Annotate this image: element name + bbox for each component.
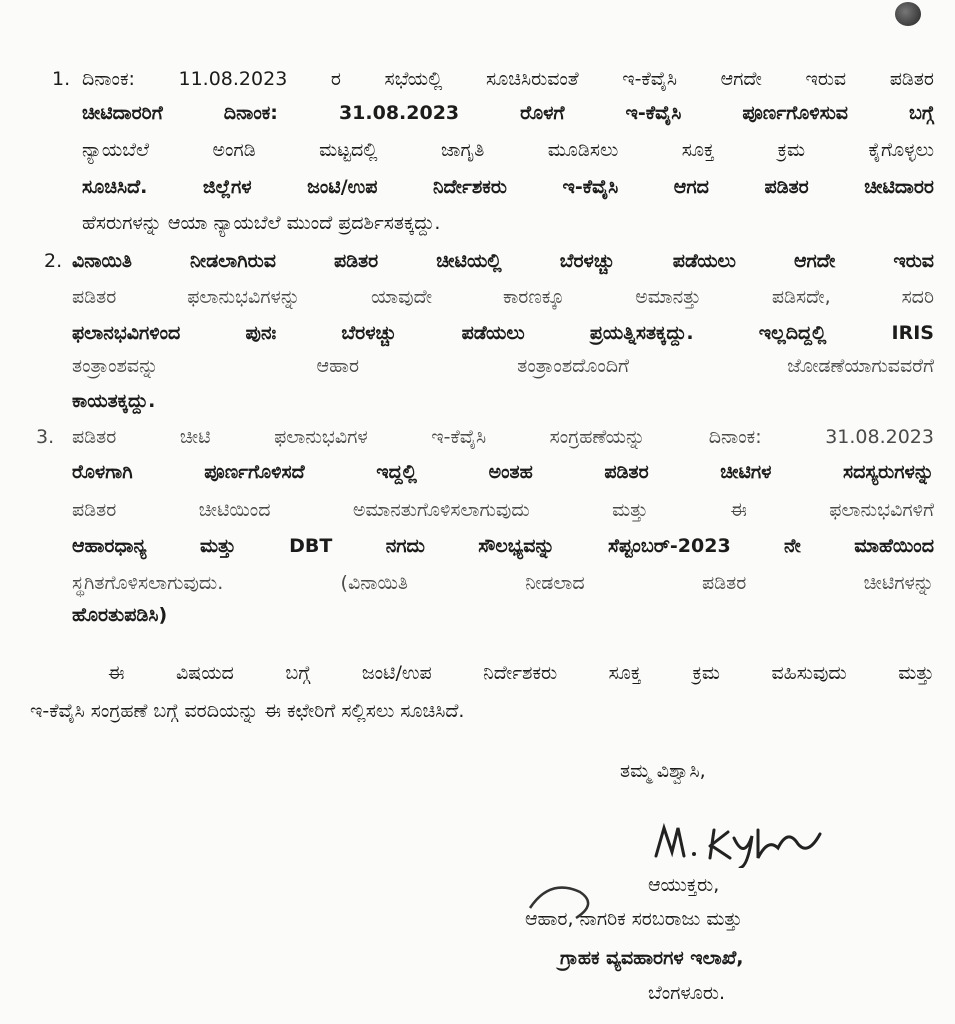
item-3-line-2: ರೊಳಗಾಗಿ ಪೂರ್ಣಗೊಳಿಸದೆ ಇದ್ದಲ್ಲಿ ಅಂತಹ ಪಡಿತರ ಚೀಟಿಗಳ ಸದಸ್ಯರುಗಳನ್ನು — [72, 461, 934, 483]
item-1-line-1: ದಿನಾಂಕ: 11.08.2023 ರ ಸಭೆಯಲ್ಲಿ ಸೂಚಿಸಿರುವಂತೆ ಇ-ಕೆವೈಸಿ ಆಗದೇ ಇರುವ ಪಡಿತರ — [82, 68, 934, 90]
item-3-line-4: ಆಹಾರಧಾನ್ಯ ಮತ್ತು DBT ನಗದು ಸೌಲಭ್ಯವನ್ನು ಸೆಪ್ಟಂಬರ್-2023 ನೇ ಮಾಹೆಯಿಂದ — [72, 535, 934, 557]
closing-paragraph-line-2: ಇ-ಕೆವೈಸಿ ಸಂಗ್ರಹಣೆ ಬಗ್ಗೆ ವರದಿಯನ್ನು ಈ ಕಛೇರಿಗೆ ಸಲ್ಲಿಸಲು ಸೂಚಿಸಿದೆ. — [30, 700, 465, 722]
signoff-department-line-1: ಆಹಾರ, ನಾಗರಿಕ ಸರಬರಾಜು ಮತ್ತು — [525, 908, 743, 930]
item-1-line-5: ಹೆಸರುಗಳನ್ನು ಆಯಾ ನ್ಯಾಯಬೆಲೆ ಮುಂದೆ ಪ್ರದರ್ಶಿಸತಕ್ಕದ್ದು. — [82, 212, 441, 234]
item-1-line-2: ಚೀಟಿದಾರರಿಗೆ ದಿನಾಂಕ: 31.08.2023 ರೊಳಗೆ ಇ-ಕೆವೈಸಿ ಪೂರ್ಣಗೊಳಿಸುವ ಬಗ್ಗೆ — [82, 102, 934, 124]
item-2-line-3: ಫಲಾನಭವಿಗಳಿಂದ ಪುನಃ ಬೆರಳಚ್ಚು ಪಡೆಯಲು ಪ್ರಯತ್ನಿಸತಕ್ಕದ್ದು. ಇಲ್ಲದಿದ್ದಲ್ಲಿ IRIS — [72, 322, 934, 344]
item-2-line-2: ಪಡಿತರ ಫಲಾನುಭವಿಗಳನ್ನು ಯಾವುದೇ ಕಾರಣಕ್ಕೂ ಅಮಾನತ್ತು ಪಡಿಸದೇ, ಸದರಿ — [72, 286, 934, 308]
hole-punch-mark — [895, 2, 921, 26]
item-2-number: 2. — [44, 250, 63, 272]
item-3-line-3: ಪಡಿತರ ಚೀಟಿಯಿಂದ ಅಮಾನತುಗೊಳಿಸಲಾಗುವುದು ಮತ್ತು ಈ ಫಲಾನುಭವಿಗಳಿಗೆ — [72, 499, 934, 521]
signoff-department-line-2: ಗ್ರಾಹಕ ವ್ಯವಹಾರಗಳ ಇಲಾಖೆ, — [560, 947, 744, 969]
item-1-number: 1. — [52, 68, 71, 90]
item-3-line-6: ಹೊರತುಪಡಿಸಿ) — [72, 604, 168, 626]
item-2-line-4: ತಂತ್ರಾಂಶವನ್ನು ಆಹಾರ ತಂತ್ರಾಂಶದೊಂದಿಗೆ ಜೋಡಣೆಯಾಗುವವರೆಗೆ — [72, 355, 934, 377]
signoff-designation: ಆಯುಕ್ತರು, — [648, 874, 720, 896]
item-2-line-1: ವಿನಾಯಿತಿ ನೀಡಲಾಗಿರುವ ಪಡಿತರ ಚೀಟಿಯಲ್ಲಿ ಬೆರಳಚ್ಚು ಪಡೆಯಲು ಆಗದೇ ಇರುವ — [72, 250, 934, 272]
handwritten-signature — [648, 818, 828, 868]
item-1-line-4: ಸೂಚಿಸಿದೆ. ಜಿಲ್ಲೆಗಳ ಜಂಟಿ/ಉಪ ನಿರ್ದೇಶಕರು ಇ-ಕೆವೈಸಿ ಆಗದ ಪಡಿತರ ಚೀಟಿದಾರರ — [82, 176, 934, 198]
item-3-line-5: ಸ್ಥಗಿತಗೊಳಿಸಲಾಗುವುದು. (ವಿನಾಯಿತಿ ನೀಡಲಾದ ಪಡಿತರ ಚೀಟಿಗಳನ್ನು — [72, 572, 934, 594]
signoff-greeting: ತಮ್ಮ ವಿಶ್ವಾಸಿ, — [620, 760, 706, 782]
closing-paragraph-line-1: ಈ ವಿಷಯದ ಬಗ್ಗೆ ಜಂಟಿ/ಉಪ ನಿರ್ದೇಶಕರು ಸೂಕ್ತ ಕ್ರಮ ವಹಿಸುವುದು ಮತ್ತು — [108, 662, 934, 684]
signoff-city: ಬೆಂಗಳೂರು. — [648, 982, 726, 1004]
item-3-line-1: ಪಡಿತರ ಚೀಟಿ ಫಲಾನುಭವಿಗಳ ಇ-ಕೆವೈಸಿ ಸಂಗ್ರಹಣೆಯನ್ನು ದಿನಾಂಕ: 31.08.2023 — [72, 426, 934, 448]
item-1-line-3: ನ್ಯಾಯಬೆಲೆ ಅಂಗಡಿ ಮಟ್ಟದಲ್ಲಿ ಜಾಗೃತಿ ಮೂಡಿಸಲು ಸೂಕ್ತ ಕ್ರಮ ಕೈಗೊಳ್ಳಲು — [82, 139, 934, 161]
item-2-line-5: ಕಾಯತಕ್ಕದ್ದು. — [72, 390, 156, 412]
item-3-number: 3. — [36, 426, 55, 448]
